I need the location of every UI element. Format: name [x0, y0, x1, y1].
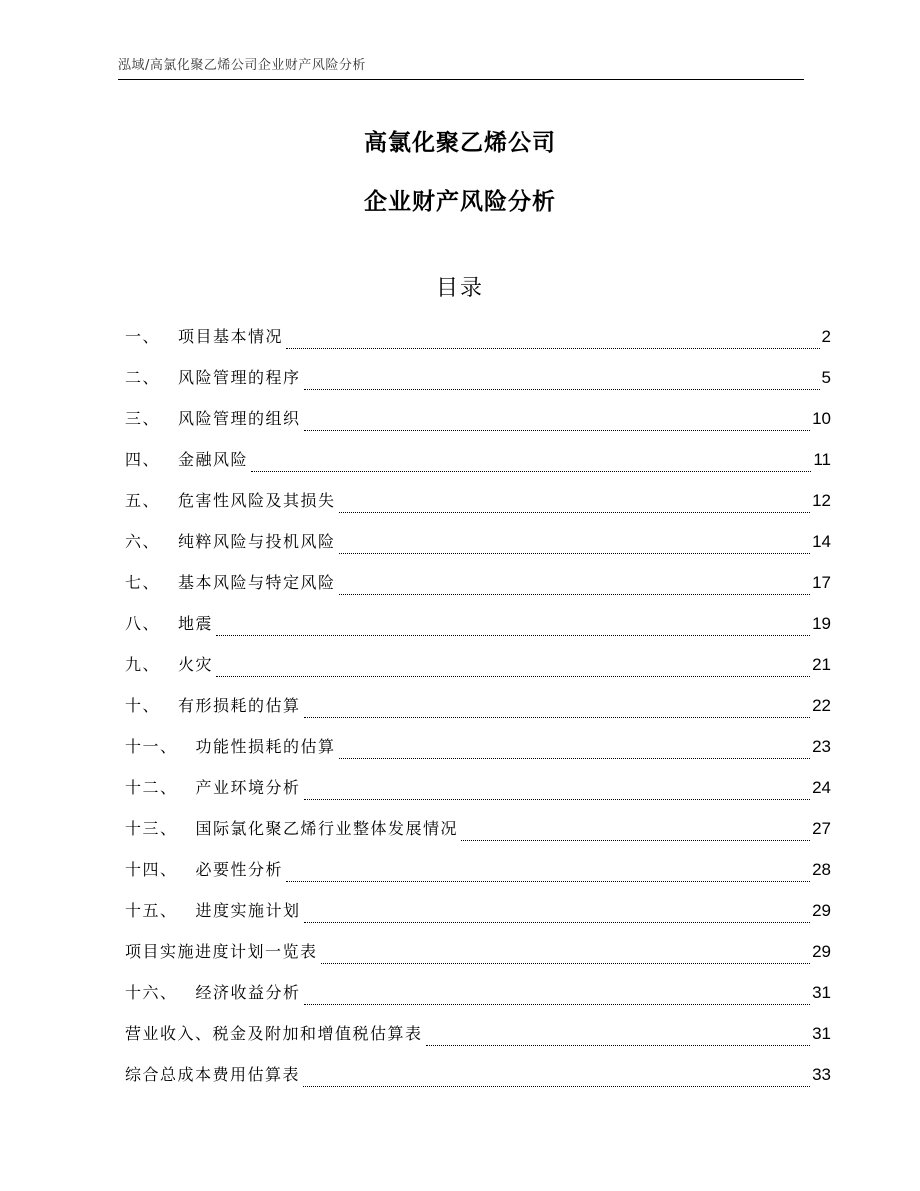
toc-entry-title: 产业环境分析: [195, 778, 301, 797]
toc-entry-title: 进度实施计划: [195, 901, 301, 920]
toc-entry[interactable]: [125, 1059, 831, 1100]
toc-entry[interactable]: [125, 1018, 831, 1059]
toc-entry-number: 十、: [125, 696, 161, 715]
toc-entry-number: 八、: [125, 614, 161, 633]
toc-dot-leader: [304, 1004, 811, 1005]
toc-entry-page-number: 12: [812, 491, 831, 510]
toc-entry-title: 地震: [178, 614, 214, 633]
toc-entry[interactable]: [125, 485, 831, 526]
toc-entry[interactable]: [125, 977, 831, 1018]
toc-entry[interactable]: [125, 567, 831, 608]
toc-entry-title: 必要性分析: [195, 860, 284, 879]
toc-entry-page-number: 5: [821, 368, 831, 387]
toc-entry-title: 项目实施进度计划一览表: [125, 942, 318, 961]
toc-entry[interactable]: [125, 690, 831, 731]
toc-entry-title: 危害性风险及其损失: [178, 491, 336, 510]
toc-entry[interactable]: [125, 608, 831, 649]
toc-dot-leader: [339, 758, 811, 759]
header-rule: [118, 79, 804, 80]
toc-entry-number: 十三、: [125, 819, 178, 838]
toc-dot-leader: [426, 1045, 811, 1046]
toc-entry-number: 十四、: [125, 860, 178, 879]
document-subtitle: 企业财产风险分析: [364, 189, 556, 215]
toc-entry[interactable]: [125, 444, 831, 485]
toc-dot-leader: [304, 717, 811, 718]
toc-entry-title: 火灾: [178, 655, 214, 674]
toc-dot-leader: [304, 799, 811, 800]
toc-entry-page-number: 31: [812, 983, 831, 1002]
toc-entry-number: 九、: [125, 655, 161, 674]
toc-entry-page-number: 29: [812, 901, 831, 920]
toc-entry-number: 十六、: [125, 983, 178, 1002]
toc-entry-title: 有形损耗的估算: [178, 696, 301, 715]
toc-entry-page-number: 19: [812, 614, 831, 633]
toc-dot-leader: [216, 635, 810, 636]
toc-entry-number: 二、: [125, 368, 161, 387]
running-header: 泓域/高氯化聚乙烯公司企业财产风险分析: [118, 58, 366, 73]
toc-dot-leader: [304, 430, 811, 431]
toc-entry-title: 经济收益分析: [195, 983, 301, 1002]
toc-entry-title: 功能性损耗的估算: [195, 737, 336, 756]
toc-entry-page-number: 28: [812, 860, 831, 879]
toc-entry-page-number: 11: [813, 450, 831, 469]
toc-entry-page-number: 17: [812, 573, 831, 592]
toc-entry-number: 三、: [125, 409, 161, 428]
toc-dot-leader: [304, 389, 820, 390]
toc-entry[interactable]: [125, 526, 831, 567]
toc-entry-page-number: 10: [812, 409, 831, 428]
toc-entry-number: 十五、: [125, 901, 178, 920]
toc-entry-title: 风险管理的程序: [178, 368, 301, 387]
toc-entry[interactable]: [125, 649, 831, 690]
toc-entry-page-number: 23: [812, 737, 831, 756]
toc-entry-page-number: 22: [812, 696, 831, 715]
toc-entry-number: 六、: [125, 532, 161, 551]
toc-entry-page-number: 21: [812, 655, 831, 674]
toc-entry-page-number: 29: [812, 942, 831, 961]
toc-entry-page-number: 2: [821, 327, 831, 346]
toc-entry-page-number: 27: [812, 819, 831, 838]
toc-entry-page-number: 31: [812, 1024, 831, 1043]
toc-entry-number: 十一、: [125, 737, 178, 756]
toc-dot-leader: [339, 512, 811, 513]
toc-entry[interactable]: [125, 731, 831, 772]
toc-entry-title: 营业收入、税金及附加和增值税估算表: [125, 1024, 423, 1043]
toc-entry[interactable]: [125, 895, 831, 936]
toc-entry[interactable]: [125, 321, 831, 362]
toc-entry-title: 综合总成本费用估算表: [125, 1065, 301, 1084]
toc-entry[interactable]: [125, 362, 831, 403]
toc-dot-leader: [303, 1086, 810, 1087]
toc-entry-number: 五、: [125, 491, 161, 510]
toc-dot-leader: [304, 922, 811, 923]
toc-entry[interactable]: [125, 936, 831, 977]
toc-entry[interactable]: [125, 403, 831, 444]
toc-dot-leader: [251, 471, 811, 472]
toc-entry-title: 项目基本情况: [178, 327, 284, 346]
toc-entry-title: 国际氯化聚乙烯行业整体发展情况: [195, 819, 459, 838]
toc-dot-leader: [339, 553, 811, 554]
toc-entry-title: 金融风险: [178, 450, 249, 469]
toc-entry[interactable]: [125, 772, 831, 813]
toc-dot-leader: [216, 676, 810, 677]
toc-entry-page-number: 14: [812, 532, 831, 551]
toc-dot-leader: [286, 881, 810, 882]
toc-entry-number: 十二、: [125, 778, 178, 797]
toc-entry-title: 基本风险与特定风险: [178, 573, 336, 592]
toc-entry-page-number: 24: [812, 778, 831, 797]
toc-entry-page-number: 33: [812, 1065, 831, 1084]
toc-entry-number: 七、: [125, 573, 161, 592]
toc-dot-leader: [461, 840, 810, 841]
toc-entry-number: 一、: [125, 327, 161, 346]
table-of-contents: [125, 321, 831, 1100]
document-title: 高氯化聚乙烯公司: [364, 130, 556, 156]
toc-dot-leader: [321, 963, 811, 964]
toc-entry-number: 四、: [125, 450, 161, 469]
toc-heading: 目录: [435, 276, 484, 301]
toc-entry-title: 纯粹风险与投机风险: [178, 532, 336, 551]
toc-dot-leader: [339, 594, 811, 595]
toc-entry[interactable]: [125, 813, 831, 854]
toc-dot-leader: [286, 348, 820, 349]
toc-entry[interactable]: [125, 854, 831, 895]
toc-entry-title: 风险管理的组织: [178, 409, 301, 428]
